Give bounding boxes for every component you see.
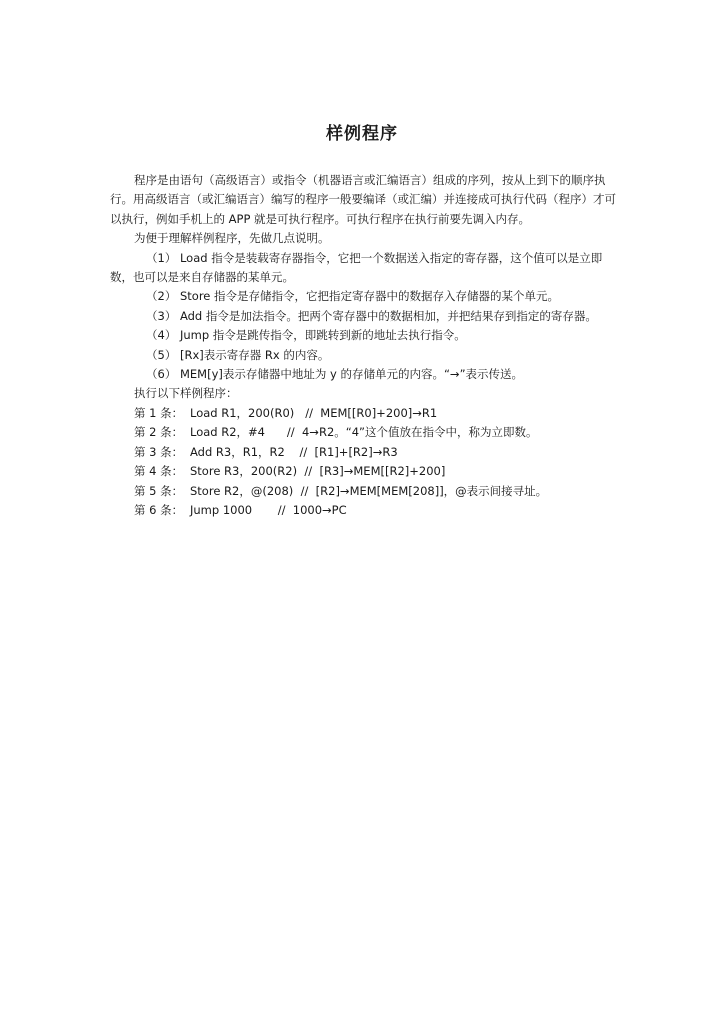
program-line-label: 第 6 条：: [134, 502, 184, 517]
program-heading: 执行以下样例程序：: [134, 386, 238, 401]
program-line-code: Load R1，200(R0) // MEM[[R0]+200]→R1: [190, 405, 438, 420]
program-line-code: Add R3，R1，R2 // [R1]+[R2]→R3: [190, 444, 398, 459]
program-line-2: [110, 423, 622, 442]
note-item-3: （3） Add 指令是加法指令。把两个寄存器中的数据相加，并把结果存到指定的寄存器。: [146, 308, 597, 323]
program-line-code: Store R3，200(R2) // [R3]→MEM[[R2]+200]: [190, 464, 446, 479]
program-line-label: 第 2 条：: [134, 425, 184, 440]
program-line-label: 第 3 条：: [134, 444, 184, 459]
note-item-2: （2） Store 指令是存储指令，它把指定寄存器中的数据存入存储器的某个单元。: [146, 289, 560, 304]
program-line-code: Store R2，@(208) // [R2]→MEM[MEM[208]]，@表示间接寻址。: [190, 483, 548, 498]
note-item-6: （6） MEM[y]表示存储器中地址为 y 的存储单元的内容。“→”表示传送。: [146, 367, 524, 382]
program-line-label: 第 1 条：: [134, 405, 184, 420]
document-body: [110, 171, 622, 520]
intro-paragraph: 程序是由语句（高级语言）或指令（机器语言或汇编语言）组成的序列，按从上到下的顺序执行。用高级语言（或汇编语言）编写的程序一般要编译（或汇编）并连接成可执行代码（程序）才可以执行，例如手机上的 APP 就是可执行程序。可执行程序在执行前要先调入内存。: [110, 173, 616, 226]
page-title: 样例程序: [326, 124, 398, 144]
program-line-4: [110, 462, 622, 481]
note-item-5: （5） [Rx]表示寄存器 Rx 的内容。: [146, 347, 330, 362]
program-line-1: [110, 404, 622, 423]
program-line-label: 第 4 条：: [134, 464, 184, 479]
program-line-5: [110, 482, 622, 501]
program-line-3: [110, 443, 622, 462]
program-line-code: Load R2，#4 // 4→R2。“4”这个值放在指令中，称为立即数。: [190, 425, 538, 440]
note-item-4: （4） Jump 指令是跳传指令，即跳转到新的地址去执行指令。: [146, 328, 466, 343]
explanation-lead: 为便于理解样例程序，先做几点说明。: [134, 231, 330, 246]
program-line-6: [110, 501, 622, 520]
note-item-1: （1） Load 指令是装载寄存器指令，它把一个数据送入指定的寄存器，这个值可以是立即数，也可以是来自存储器的某单元。: [110, 250, 603, 285]
program-line-label: 第 5 条：: [134, 483, 184, 498]
program-line-code: Jump 1000 // 1000→PC: [190, 502, 347, 517]
